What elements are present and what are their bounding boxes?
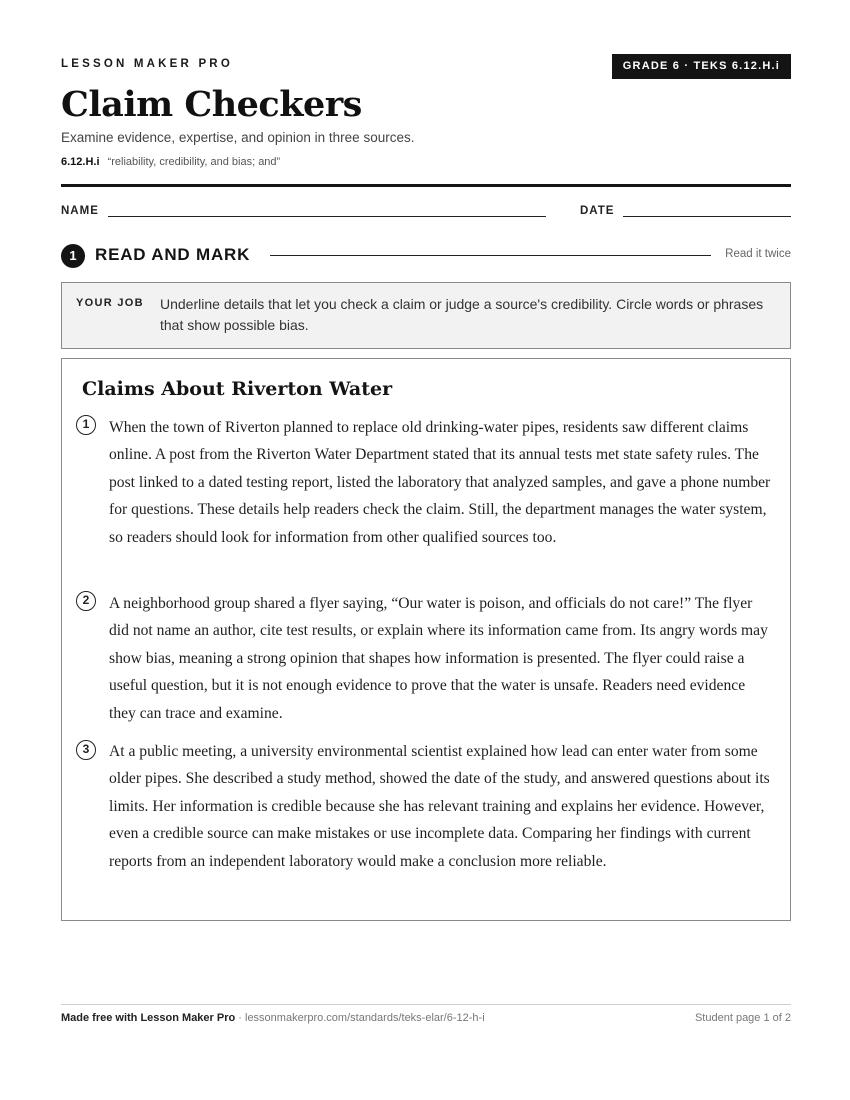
- name-label: NAME: [61, 205, 99, 217]
- standard-line: [61, 156, 280, 168]
- section-rule: [270, 255, 711, 256]
- paragraph-number-badge: 2: [76, 591, 96, 611]
- paragraph-3: At a public meeting, a university environmental scientist explained how lead can enter water from some older pipes. She described a study method, showed the date of the study, and answered questions about its limits. Her information is credible because she has relevant training and explains her evidence. However, even a credible source can make mistakes or use incomplete data. Comparing her findings with current reports from an independent laboratory would make a conclusion more reliable.: [109, 743, 770, 870]
- paragraph-number-badge: 1: [76, 415, 96, 435]
- date-field[interactable]: [623, 216, 791, 217]
- page-indicator: Student page 1 of 2: [694, 1012, 791, 1024]
- footer-credit: [61, 1012, 485, 1024]
- paragraph-1: When the town of Riverton planned to replace old drinking-water pipes, residents saw different claims online. A post from the Riverton Water Department stated that its annual tests met state safety rules. The post linked to a dated testing report, listed the laboratory that analyzed samples, and gave a phone number for questions. These details help readers check the claim. Still, the department manages the water system, so readers should look for information from other qualified sources too.: [109, 419, 771, 546]
- page-title: Claim Checkers: [61, 84, 362, 125]
- paragraph-2: A neighborhood group shared a flyer saying, “Our water is poison, and officials do not care!” The flyer did not name an author, cite test results, or explain where its information came from. Its angry words may show bias, meaning a strong opinion that shapes how information is presented. The flyer could raise a useful question, but it is not enough evidence to prove that the water is unsafe. Readers need evidence they can trace and examine.: [109, 595, 768, 722]
- instructions-label: YOUR JOB: [76, 297, 144, 309]
- standard-code: 6.12.H.i: [61, 156, 100, 168]
- worksheet-page: [61, 0, 791, 1100]
- standard-quote: “reliability, credibility, and bias; and”: [107, 156, 281, 168]
- instructions-box: [61, 282, 791, 349]
- paragraph-number-badge: 3: [76, 740, 96, 760]
- instructions-text: Underline details that let you check a claim or judge a source's credibility. Circle words or phrases that show possible bias.: [160, 296, 764, 333]
- passage-title: Claims About Riverton Water: [82, 378, 393, 400]
- brand-name: LESSON MAKER PRO: [61, 58, 233, 70]
- section-title: READ AND MARK: [95, 245, 251, 264]
- footer-divider: [61, 1004, 791, 1005]
- page-subtitle: Examine evidence, expertise, and opinion in three sources.: [61, 130, 415, 145]
- grade-badge: GRADE 6 · TEKS 6.12.H.i: [612, 54, 791, 79]
- header-divider: [61, 184, 791, 187]
- name-field[interactable]: [108, 216, 546, 217]
- section-hint: Read it twice: [725, 248, 791, 260]
- footer-made-with: Made free with Lesson Maker Pro: [61, 1012, 236, 1024]
- footer-url[interactable]: · lessonmakerpro.com/standards/teks-elar/6-12-h-i: [235, 1012, 485, 1024]
- section-number: 1: [61, 244, 85, 268]
- date-label: DATE: [580, 205, 615, 217]
- reading-passage: [61, 358, 791, 921]
